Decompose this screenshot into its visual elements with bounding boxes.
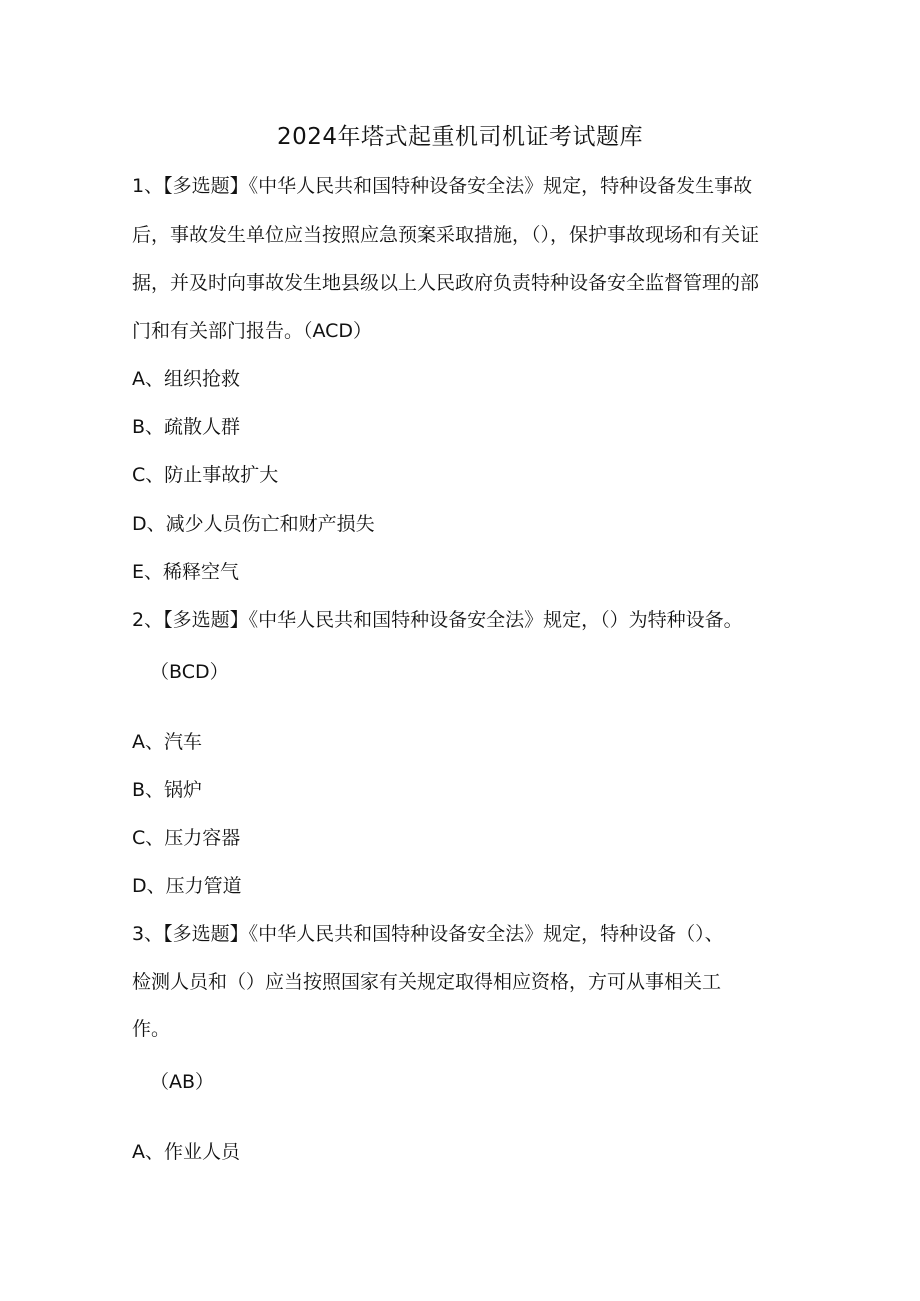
question-1-line-4: 门和有关部门报告。（ACD）: [132, 320, 373, 342]
question-2-option-c: C、压力容器: [132, 827, 241, 849]
question-1-line-2: 后，事故发生单位应当按照应急预案采取措施，（），保护事故现场和有关证: [132, 224, 760, 246]
question-3-line-2: 检测人员和（）应当按照国家有关规定取得相应资格，方可从事相关工: [132, 971, 722, 993]
question-2-line-1: 2、【多选题】《中华人民共和国特种设备安全法》规定，（）为特种设备。: [132, 609, 743, 631]
question-1-line-1: 1、【多选题】《中华人民共和国特种设备安全法》规定，特种设备发生事故: [132, 175, 753, 197]
question-1-option-e: E、稀释空气: [132, 561, 240, 583]
question-1-option-a: A、组织抢救: [132, 368, 240, 390]
page-title: 2024年塔式起重机司机证考试题库: [276, 124, 644, 150]
question-1-option-c: C、防止事故扩大: [132, 464, 279, 486]
question-3-line-3: 作。: [132, 1018, 171, 1040]
question-2-answer: （BCD）: [150, 661, 229, 683]
question-3-answer: （AB）: [150, 1071, 215, 1093]
question-2-option-b: B、锅炉: [132, 779, 203, 801]
question-3-line-1: 3、【多选题】《中华人民共和国特种设备安全法》规定，特种设备（）、: [132, 923, 724, 945]
question-2-option-d: D、压力管道: [132, 875, 242, 897]
question-3-option-a: A、作业人员: [132, 1141, 240, 1163]
question-1-line-3: 据，并及时向事故发生地县级以上人民政府负责特种设备安全监督管理的部: [132, 272, 760, 294]
question-1-option-b: B、疏散人群: [132, 416, 241, 438]
question-2-option-a: A、汽车: [132, 731, 202, 753]
question-1-option-d: D、减少人员伤亡和财产损失: [132, 513, 375, 535]
